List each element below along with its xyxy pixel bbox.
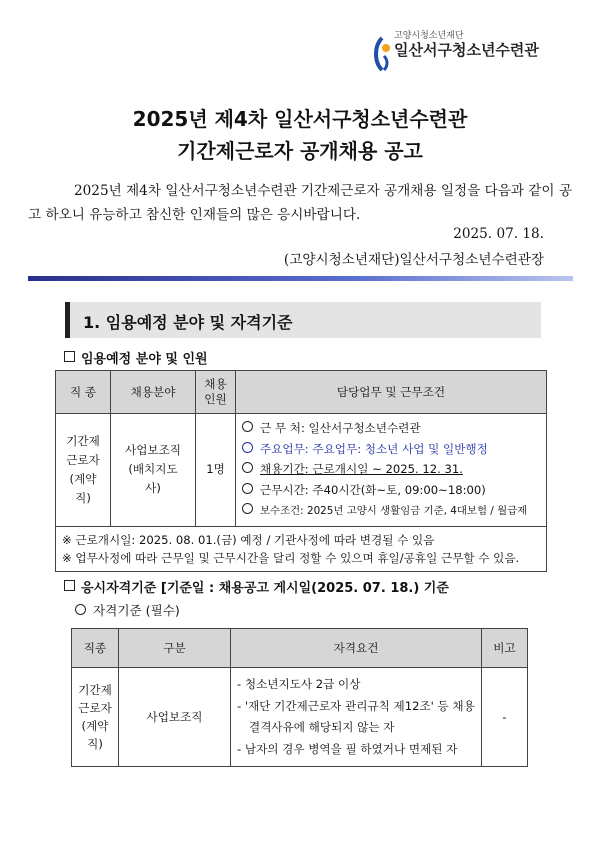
section-header-accent xyxy=(65,302,70,338)
duty-item: 보수조건: 2025년 고양시 생활임금 기준, 4대보험 / 월급제 xyxy=(242,500,540,522)
cell-category: 사업보조직 xyxy=(119,668,231,767)
cell-count: 1명 xyxy=(196,414,236,527)
header-job-type: 직종 xyxy=(72,629,119,668)
bullet-circle-icon xyxy=(242,442,253,453)
subheading-eligibility: 응시자격기준 [기준일 : 채용공고 게시일(2025. 07. 18.) 기준 xyxy=(64,577,449,596)
positions-table xyxy=(55,370,547,572)
table-header-row xyxy=(72,629,528,668)
bullet-circle-icon xyxy=(242,421,253,432)
duty-item: 채용기간: 근로개시일 ~ 2025. 12. 31. xyxy=(242,459,540,480)
announcement-date: 2025. 07. 18. xyxy=(453,226,544,242)
cell-remark: - xyxy=(482,668,528,767)
table-header-row xyxy=(56,371,547,414)
header-category: 구분 xyxy=(119,629,231,668)
subheading-qualifications: 자격기준 (필수) xyxy=(75,600,180,619)
cell-requirements xyxy=(231,668,482,767)
cell-field: 사업보조직 (배치지도사) xyxy=(111,414,196,527)
intro-paragraph: 2025년 제4차 일산서구청소년수련관 기간제근로자 공개채용 일정을 다음과 같이 공고 하오니 유능하고 참신한 인재들의 많은 응시바랍니다. xyxy=(28,183,573,223)
header-count: 채용 인원 xyxy=(196,371,236,414)
cell-duties xyxy=(236,414,547,527)
table-notes-row xyxy=(56,526,547,571)
header-duties: 담당업무 및 근무조건 xyxy=(236,371,547,414)
header-remark: 비고 xyxy=(482,629,528,668)
header-requirements: 자격요건 xyxy=(231,629,482,668)
table-row xyxy=(56,414,547,527)
requirement-item: - '재단 기간제근로자 관리규칙 제12조' 등 채용결격사유에 해당되지 않는 자 xyxy=(237,698,475,734)
header-field: 채용분야 xyxy=(111,371,196,414)
subheading-positions: 임용예정 분야 및 인원 xyxy=(64,348,208,367)
checkbox-square-icon xyxy=(64,580,75,591)
logo-mark-icon xyxy=(372,36,392,72)
cell-job-type: 기간제 근로자 (계약직) xyxy=(56,414,111,527)
duty-item: 근무시간: 주40시간(화~토, 09:00~18:00) xyxy=(242,480,540,501)
checkbox-square-icon xyxy=(64,351,75,362)
note-item: ※ 업무사정에 따라 근무일 및 근무시간을 달리 정할 수 있으며 휴일/공휴일 근무할 수 있음. xyxy=(62,550,520,565)
signature: (고양시청소년재단)일산서구청소년수련관장 xyxy=(283,252,544,268)
page-title-line2: 기간제근로자 공개채용 공고 xyxy=(177,139,423,163)
page-title-line1: 2025년 제4차 일산서구청소년수련관 xyxy=(132,107,468,131)
duty-item: 근 무 처: 일산서구청소년수련관 xyxy=(242,418,540,439)
requirement-item: - 청소년지도사 2급 이상 xyxy=(237,677,361,691)
note-item: ※ 근로개시일: 2025. 08. 01.(금) 예정 / 기관사정에 따라 변경될 수 있음 xyxy=(62,532,435,547)
qualifications-table xyxy=(71,628,528,767)
bullet-circle-icon xyxy=(75,604,86,615)
bullet-circle-icon xyxy=(242,483,253,494)
logo-org-big: 일산서구청소년수련관 xyxy=(394,41,539,59)
bullet-circle-icon xyxy=(242,503,253,514)
bullet-circle-icon xyxy=(242,462,253,473)
requirement-item: - 남자의 경우 병역을 필 하였거나 면제된 자 xyxy=(237,741,458,756)
divider-bar xyxy=(28,276,573,281)
cell-job-type: 기간제 근로자 (계약직) xyxy=(72,668,119,767)
foundation-logo xyxy=(372,28,562,78)
header-job-type: 직 종 xyxy=(56,371,111,414)
duty-item: 주요업무: 주요업무: 청소년 사업 및 일반행정 xyxy=(242,439,540,460)
table-row xyxy=(72,668,528,767)
logo-org-small: 고양시청소년재단 xyxy=(394,31,464,41)
section-title: 1. 임용예정 분야 및 자격기준 xyxy=(83,313,293,332)
cell-notes xyxy=(56,526,547,571)
